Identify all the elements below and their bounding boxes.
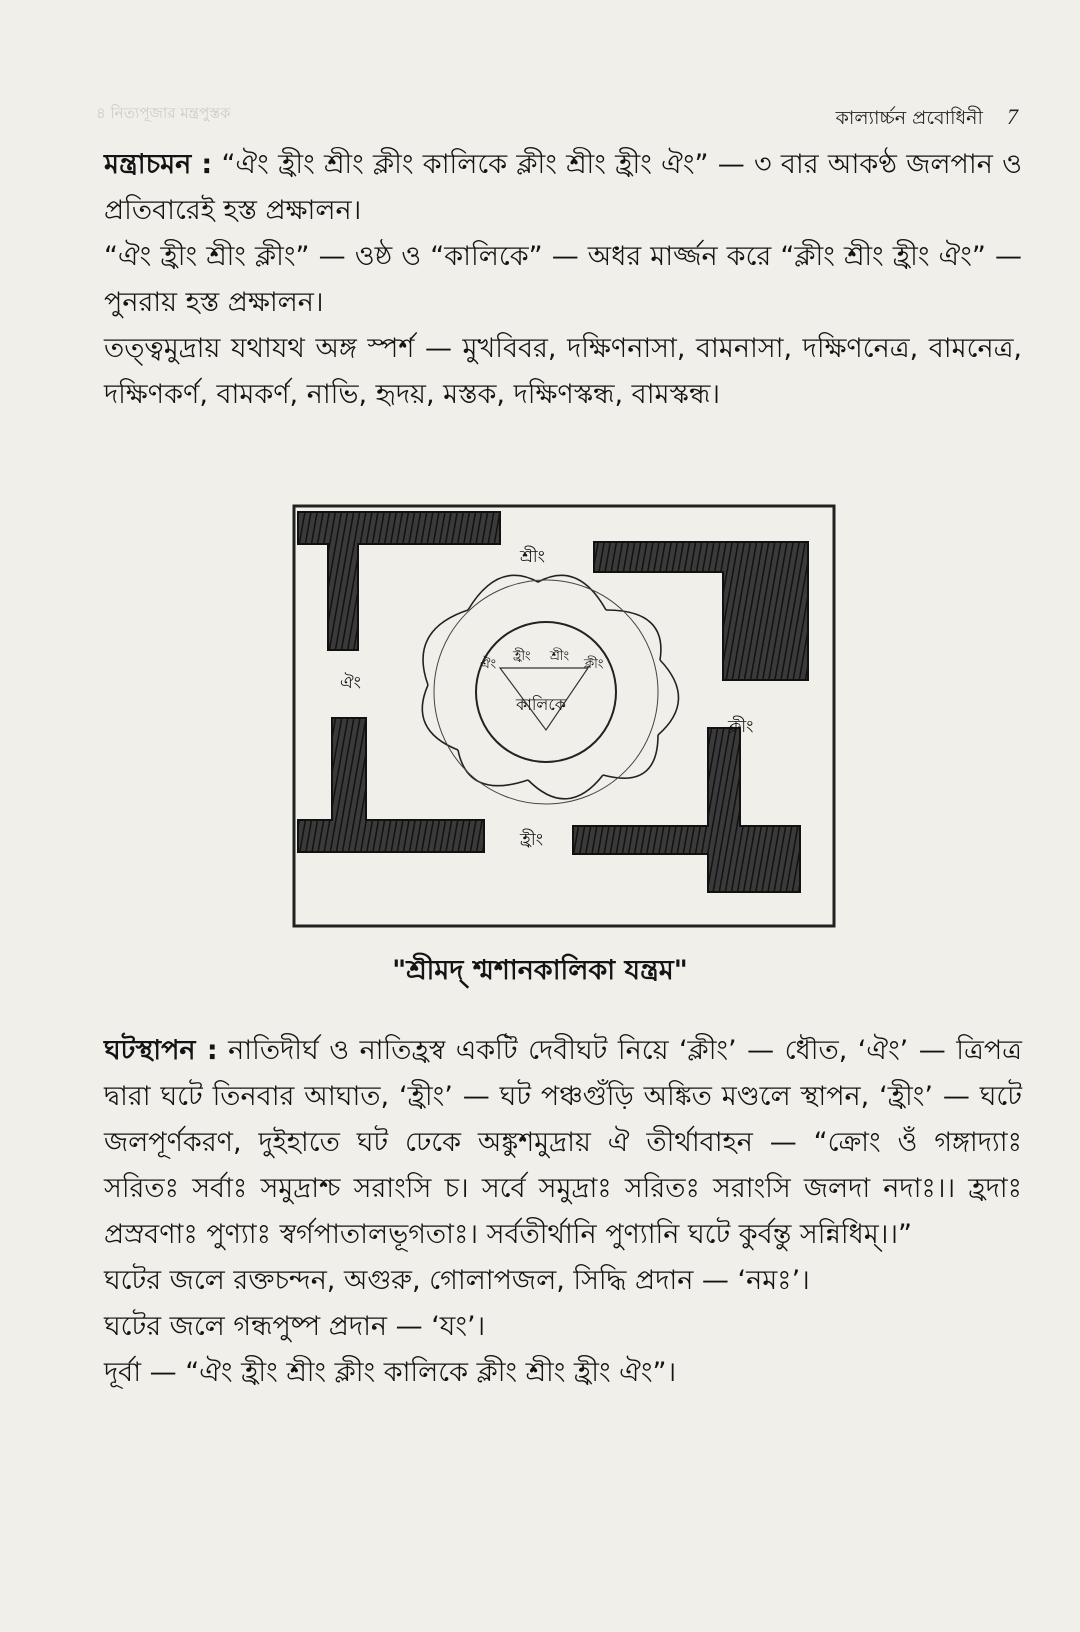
outer-circle (434, 580, 658, 804)
label-right: ক্লীং (728, 717, 754, 737)
gate-bottom-left (298, 718, 484, 852)
label-bottom: হ্রীং (520, 830, 544, 850)
yantra-diagram (288, 500, 843, 932)
section-ghatasthapan (104, 1028, 1022, 1396)
label-inner-1: ঐং (480, 657, 497, 672)
paragraph (104, 142, 1022, 234)
paragraph: ঘটের জলে গন্ধপুষ্প প্রদান — ‘যং’। (104, 1311, 486, 1342)
running-header (836, 104, 1018, 136)
label-inner-4: ক্লীং (584, 657, 604, 672)
paragraph (104, 1028, 1022, 1258)
label-center: কালিকে (516, 695, 566, 714)
label-top: শ্রীং (520, 547, 546, 567)
label-inner-3: শ্রীং (550, 649, 570, 664)
paragraph: “ঐং হ্রীং শ্রীং ক্লীং” — ওষ্ঠ ও “কালিকে” — অধর মার্জ্জন করে “ক্লীং শ্রীং হ্রীং ঐং” — পুনরায় হস্ত প্রক্ষালন। (104, 241, 1022, 318)
paragraph-text: নাতিদীর্ঘ ও নাতিহ্রস্ব একটি দেবীঘট নিয়ে ‘ক্লীং’ — ধৌত, ‘ঐং’ — ত্রিপত্র দ্বারা ঘটে তিনবার আঘাত, ‘হ্রীং’ — ঘট পঞ্চগুঁড়ি অঙ্কিত মণ্ডলে স্থাপন, ‘হ্রীং’ — ঘটে জলপূর্ণকরণ, দুইহাতে ঘট ঢেকে অঙ্কুশমুদ্রায় ঐ তীর্থাবাহন — “ক্রোং ওঁ গঙ্গাদ্যাঃ সরিতঃ সর্বাঃ সমুদ্রাশ্চ সরাংসি চ। সর্বে সমুদ্রাঃ সরিতঃ সরাংসি জলদা নদাঃ।। হ্রদাঃ প্রস্রবণাঃ পুণ্যাঃ স্বর্গপাতালভূগতাঃ। সর্বতীর্থানি পুণ্যানি ঘটে কুর্বন্তু সন্নিধিম্।।” (104, 1035, 1023, 1250)
label-left: ঐং (340, 673, 361, 693)
label-inner-2: হ্রীং (513, 649, 531, 664)
page-number: 7 (1007, 104, 1018, 129)
bleed-through-text: ৪ নিত্যপূজার মন্ত্রপুস্তক (96, 104, 231, 122)
paragraph-text: “ঐং হ্রীং শ্রীং ক্লীং কালিকে ক্লীং শ্রীং হ্রীং ঐং” — ৩ বার আকণ্ঠ জলপান ও প্রতিবারেই হস্ত প্রক্ষালন। (104, 149, 1022, 226)
section-label: ঘটস্থাপন : (104, 1035, 218, 1066)
gate-top-left (298, 512, 500, 650)
header-title: কাল্যার্চ্চন প্রবোধিনী (835, 107, 983, 129)
paragraph: ঘটের জলে রক্তচন্দন, অগুরু, গোলাপজল, সিদ্ধি প্রদান — ‘নমঃ’। (104, 1265, 810, 1296)
gate-bottom-right (573, 728, 800, 892)
section-label: মন্ত্রাচমন : (104, 149, 213, 180)
section-mantracaman (104, 142, 1022, 418)
inner-circle (476, 622, 616, 762)
figure-caption: "শ্রীমদ্ শ্মশানকালিকা যন্ত্রম" (392, 955, 688, 986)
paragraph: দূর্বা — “ঐং হ্রীং শ্রীং ক্লীং কালিকে ক্লীং শ্রীং হ্রীং ঐং”। (104, 1357, 677, 1388)
paragraph: তত্ত্বমুদ্রায় যথাযথ অঙ্গ স্পর্শ — মুখবিবর, দক্ষিণনাসা, বামনাসা, দক্ষিণনেত্র, বামনেত্র, দক্ষিণকর্ণ, বামকর্ণ, নাভি, হৃদয়, মস্তক, দক্ষিণস্কন্ধ, বামস্কন্ধ। (104, 333, 1022, 410)
